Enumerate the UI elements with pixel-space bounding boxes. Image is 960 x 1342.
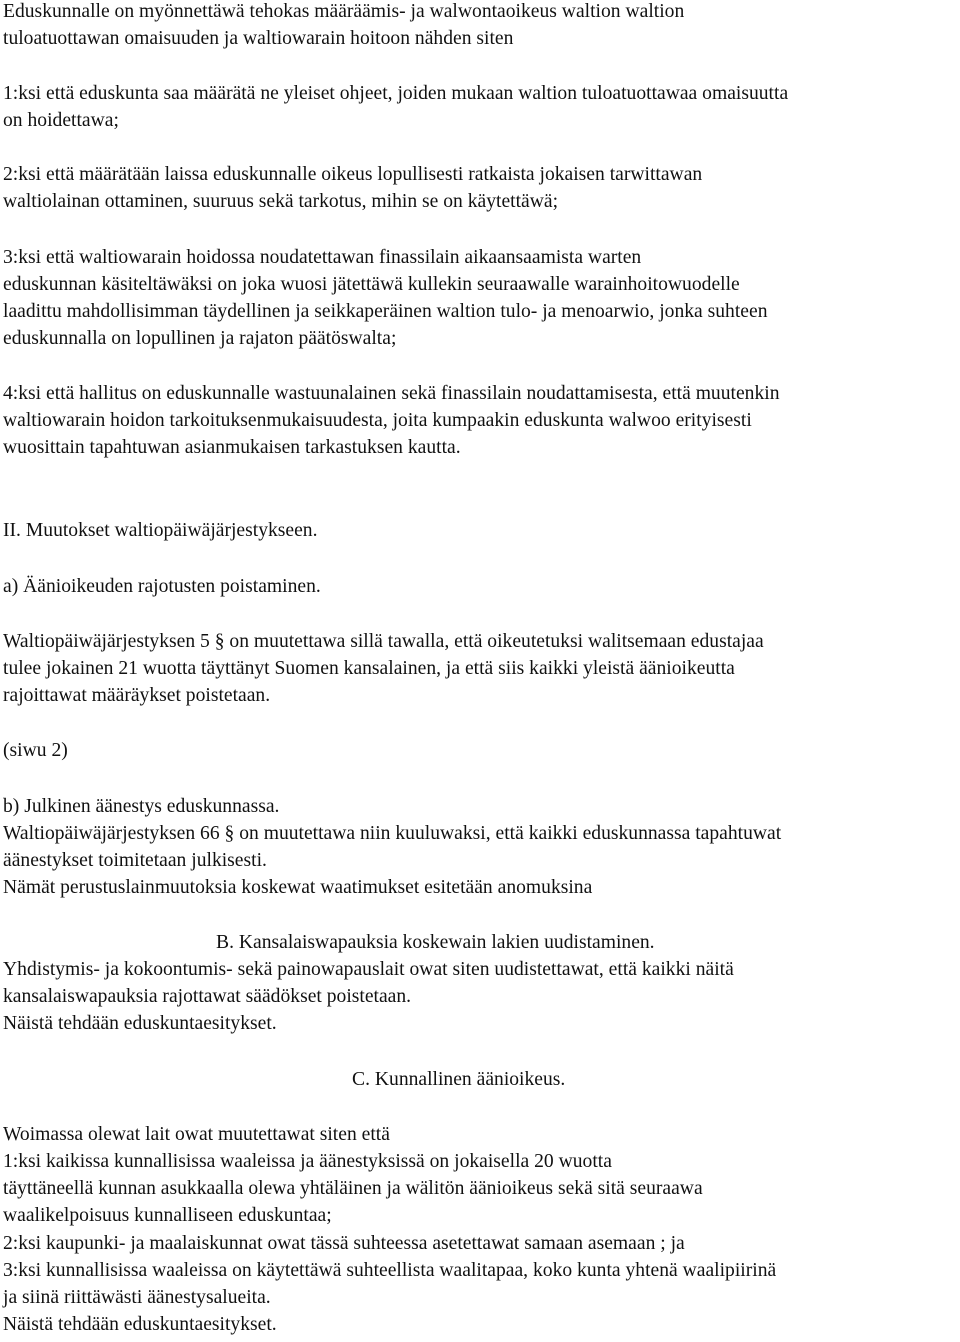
text-line: laadittu mahdollisimman täydellinen ja seikkaperäinen waltion tulo- ja menoarwio, jonka suhteen: [3, 301, 768, 322]
text-line: eduskunnan käsiteltäwäksi on joka wuosi jätettäwä kullekin seuraawalle warainhoitowuodelle: [3, 274, 740, 295]
text-line: 1:ksi että eduskunta saa määrätä ne yleiset ohjeet, joiden mukaan waltion tuloatuottawaa omaisuutta: [3, 83, 789, 104]
text-line: Yhdistymis- ja kokoontumis- sekä painowapauslait owat siten uudistettawat, että kaikki näitä: [3, 959, 734, 980]
text-line: kansalaiswapauksia rajottawat säädökset poistetaan.: [3, 986, 412, 1007]
text-line: Waltiopäiwäjärjestyksen 66 § on muutettawa niin kuuluwaksi, että kaikki eduskunnassa tapahtuwat: [3, 823, 782, 844]
text-line: 1:ksi kaikissa kunnallisissa waaleissa ja äänestyksissä on jokaisella 20 wuotta: [3, 1151, 612, 1172]
text-line: Nämät perustuslainmuutoksia koskewat waatimukset esitetään anomuksina: [3, 877, 593, 898]
text-line: Näistä tehdään eduskuntaesitykset.: [3, 1314, 277, 1335]
text-line: Waltiopäiwäjärjestyksen 5 § on muutettawa sillä tawalla, että oikeutetuksi walitsemaan edustajaa: [3, 631, 764, 652]
text-line: tulee jokainen 21 wuotta täyttänyt Suomen kansalainen, ja että siis kaikki yleistä äänioikeutta: [3, 658, 735, 679]
text-line: 2:ksi että määrätään laissa eduskunnalle oikeus lopullisesti ratkaista jokaisen tarwittawan: [3, 164, 703, 185]
page-note: (siwu 2): [3, 740, 68, 761]
text-line: 2:ksi kaupunki- ja maalaiskunnat owat tässä suhteessa asetettawat samaan asemaan ; ja: [3, 1233, 685, 1254]
text-line: Woimassa olewat lait owat muutettawat siten että: [3, 1124, 390, 1145]
subsection-heading: a) Äänioikeuden rajotusten poistaminen.: [3, 576, 321, 597]
text-line: äänestykset toimitetaan julkisesti.: [3, 850, 267, 871]
text-line: on hoidettawa;: [3, 110, 119, 131]
text-line: waltiowarain hoidon tarkoituksenmukaisuudesta, joita kumpaakin eduskunta walwoo erityisesti: [3, 410, 752, 431]
text-line: eduskunnalla on lopullinen ja rajaton päätöswalta;: [3, 328, 397, 349]
text-line: Eduskunnalle on myönnettäwä tehokas määräämis- ja walwontaoikeus waltion waltion: [3, 1, 685, 22]
section-heading: B. Kansalaiswapauksia koskewain lakien uudistaminen.: [216, 932, 655, 953]
text-line: 4:ksi että hallitus on eduskunnalle wastuunalainen sekä finassilain noudattamisesta, että muutenkin: [3, 383, 780, 404]
text-line: waalikelpoisuus kunnalliseen eduskuntaa;: [3, 1205, 332, 1226]
text-line: Näistä tehdään eduskuntaesitykset.: [3, 1013, 277, 1034]
text-line: tuloatuottawan omaisuuden ja waltiowarain hoitoon nähden siten: [3, 28, 514, 49]
text-line: 3:ksi että waltiowarain hoidossa noudatettawan finassilain aikaansaamista warten: [3, 247, 642, 268]
text-line: ja siinä riittäwästi äänestysalueita.: [3, 1287, 271, 1308]
text-line: rajoittawat määräykset poistetaan.: [3, 685, 271, 706]
text-line: täyttäneellä kunnan asukkaalla olewa yhtäläinen ja wälitön äänioikeus sekä sitä seuraawa: [3, 1178, 703, 1199]
text-line: 3:ksi kunnallisissa waaleissa on käytettäwä suhteellista waalitapaa, koko kunta yhtenä waalipiirinä: [3, 1260, 777, 1281]
text-line: waltiolainan ottaminen, suuruus sekä tarkotus, mihin se on käytettäwä;: [3, 191, 559, 212]
section-heading: II. Muutokset waltiopäiwäjärjestykseen.: [3, 520, 318, 541]
text-line: wuosittain tapahtuwan asianmukaisen tarkastuksen kautta.: [3, 437, 461, 458]
subsection-heading: b) Julkinen äänestys eduskunnassa.: [3, 796, 280, 817]
section-heading: C. Kunnallinen äänioikeus.: [352, 1069, 566, 1090]
